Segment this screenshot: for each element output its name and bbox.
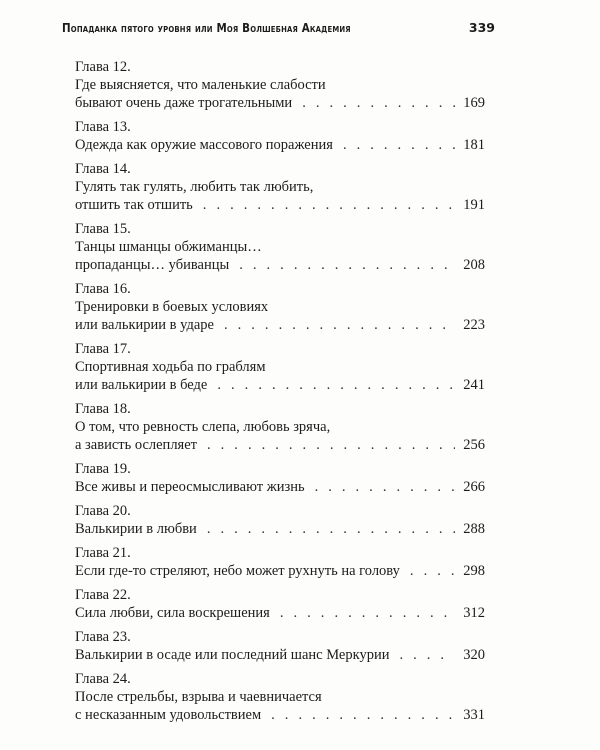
chapter-title-line: Одежда как оружие массового поражения <box>75 137 333 153</box>
chapter-title-line: Сила любви, сила воскрешения <box>75 605 270 621</box>
dot-leader <box>302 94 455 112</box>
chapter-title-line: Если где-то стреляют, небо может рухнуть на голову <box>75 563 400 579</box>
dot-leader <box>399 646 455 664</box>
toc-page-number: 223 <box>463 317 485 333</box>
chapter-title-line: пропаданцы… убиванцы <box>75 257 230 273</box>
toc-entry <box>75 340 485 394</box>
chapter-title-line: или валькирии в беде <box>75 377 208 393</box>
chapter-title-line: О том, что ревность слепа, любовь зряча, <box>75 419 331 435</box>
dot-leader <box>217 376 455 394</box>
dot-leader <box>271 706 455 724</box>
chapter-label: Глава 22. <box>75 587 131 603</box>
chapter-label: Глава 21. <box>75 545 131 561</box>
toc-entry <box>75 502 485 538</box>
page-number: 339 <box>468 20 495 35</box>
toc-entry <box>75 544 485 580</box>
chapter-title-line: Где выясняется, что маленькие слабости <box>75 77 326 93</box>
chapter-label: Глава 15. <box>75 221 131 237</box>
dot-leader <box>203 196 455 214</box>
toc-entry <box>75 280 485 334</box>
dot-leader <box>224 316 455 334</box>
toc-entry <box>75 400 485 454</box>
chapter-title-row <box>75 316 485 334</box>
toc-page-number: 331 <box>463 707 485 723</box>
chapter-title-line: Танцы шманцы обжиманцы… <box>75 239 262 255</box>
toc-page-number: 208 <box>463 257 485 273</box>
chapter-title-line: с несказанным удовольствием <box>75 707 262 723</box>
toc-entry <box>75 160 485 214</box>
chapter-title-row <box>75 376 485 394</box>
chapter-label: Глава 23. <box>75 629 131 645</box>
chapter-label: Глава 20. <box>75 503 131 519</box>
dot-leader <box>410 562 455 580</box>
chapter-title-line: Валькирии в любви <box>75 521 197 537</box>
toc-entry <box>75 220 485 274</box>
chapter-title-row <box>75 706 485 724</box>
toc-page-number: 266 <box>463 479 485 495</box>
chapter-label: Глава 14. <box>75 161 131 177</box>
toc-entry <box>75 586 485 622</box>
chapter-title-row <box>75 196 485 214</box>
toc-page-number: 288 <box>463 521 485 537</box>
dot-leader <box>239 256 455 274</box>
toc-entry <box>75 628 485 664</box>
dot-leader <box>207 436 455 454</box>
chapter-title-row <box>75 604 485 622</box>
dot-leader <box>207 520 455 538</box>
chapter-title-line: отшить так отшить <box>75 197 193 213</box>
toc-entry <box>75 460 485 496</box>
toc-page-number: 191 <box>463 197 485 213</box>
toc-page-number: 320 <box>463 647 485 663</box>
chapter-title-row <box>75 478 485 496</box>
toc-page-number: 256 <box>463 437 485 453</box>
chapter-title-line: Гулять так гулять, любить так любить, <box>75 179 314 195</box>
dot-leader <box>315 478 456 496</box>
toc-page-number: 298 <box>463 563 485 579</box>
chapter-label: Глава 18. <box>75 401 131 417</box>
chapter-label: Глава 19. <box>75 461 131 477</box>
chapter-title-line: Все живы и переосмысливают жизнь <box>75 479 305 495</box>
toc-page-number: 181 <box>463 137 485 153</box>
chapter-title-line: Спортивная ходьба по граблям <box>75 359 266 375</box>
dot-leader <box>343 136 455 154</box>
toc-page-number: 312 <box>463 605 485 621</box>
chapter-title-row <box>75 520 485 538</box>
chapter-title-line: бывают очень даже трогательными <box>75 95 293 111</box>
chapter-title-row <box>75 562 485 580</box>
chapter-label: Глава 13. <box>75 119 131 135</box>
chapter-title-row <box>75 436 485 454</box>
dot-leader <box>280 604 455 622</box>
chapter-title-line: а зависть ослепляет <box>75 437 197 453</box>
toc-entry <box>75 118 485 154</box>
chapter-title-row <box>75 646 485 664</box>
table-of-contents <box>75 58 485 730</box>
chapter-label: Глава 16. <box>75 281 131 297</box>
chapter-title-line: После стрельбы, взрыва и чаевничается <box>75 689 322 705</box>
chapter-label: Глава 24. <box>75 671 131 687</box>
chapter-label: Глава 17. <box>75 341 131 357</box>
chapter-title-line: Валькирии в осаде или последний шанс Меркурии <box>75 647 390 663</box>
chapter-title-row <box>75 256 485 274</box>
page-header <box>62 20 495 35</box>
chapter-title-line: или валькирии в ударе <box>75 317 214 333</box>
toc-page-number: 169 <box>463 95 485 111</box>
toc-page-number: 241 <box>463 377 485 393</box>
toc-entry <box>75 58 485 112</box>
chapter-title-row <box>75 136 485 154</box>
running-title: Попаданка пятого уровня или Моя Волшебная Академия <box>62 21 351 35</box>
toc-entry <box>75 670 485 724</box>
chapter-title-line: Тренировки в боевых условиях <box>75 299 269 315</box>
chapter-label: Глава 12. <box>75 59 131 75</box>
chapter-title-row <box>75 94 485 112</box>
